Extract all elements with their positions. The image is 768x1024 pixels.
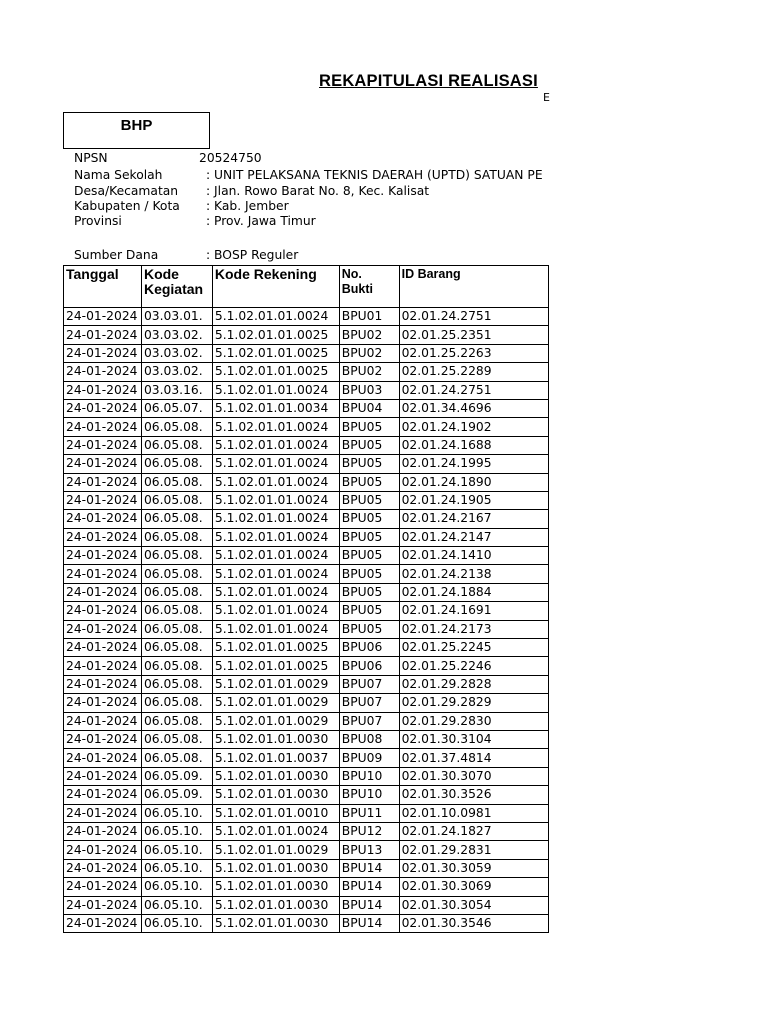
table-row: [64, 547, 549, 565]
cell-tanggal: 24-01-2024: [64, 822, 142, 840]
cell-id-barang: 02.01.30.3526: [399, 786, 548, 804]
cell-kode-kegiatan: 06.05.08.: [141, 455, 212, 473]
table-row: [64, 399, 549, 417]
cell-id-barang: 02.01.24.1995: [399, 455, 548, 473]
cell-id-barang: 02.01.24.2147: [399, 528, 548, 546]
cell-kode-kegiatan: 06.05.08.: [141, 418, 212, 436]
cell-id-barang: 02.01.24.1884: [399, 583, 548, 601]
cell-tanggal: 24-01-2024: [64, 639, 142, 657]
cell-id-barang: 02.01.30.3104: [399, 730, 548, 748]
cell-tanggal: 24-01-2024: [64, 694, 142, 712]
cell-tanggal: 24-01-2024: [64, 804, 142, 822]
cell-kode-rekening: 5.1.02.01.01.0025: [212, 657, 339, 675]
cell-id-barang: 02.01.24.1691: [399, 602, 548, 620]
cell-kode-kegiatan: 06.05.08.: [141, 694, 212, 712]
table-row: [64, 308, 549, 326]
cell-kode-kegiatan: 06.05.10.: [141, 896, 212, 914]
cell-tanggal: 24-01-2024: [64, 878, 142, 896]
cell-id-barang: 02.01.24.1410: [399, 547, 548, 565]
cell-id-barang: 02.01.24.2138: [399, 565, 548, 583]
header-kode-rekening: Kode Rekening: [212, 266, 339, 308]
cell-id-barang: 02.01.29.2828: [399, 675, 548, 693]
cell-no-bukti: BPU05: [339, 565, 399, 583]
cell-id-barang: 02.01.24.1905: [399, 491, 548, 509]
cell-kode-rekening: 5.1.02.01.01.0010: [212, 804, 339, 822]
cell-no-bukti: BPU05: [339, 510, 399, 528]
cell-kode-rekening: 5.1.02.01.01.0029: [212, 675, 339, 693]
npsn-label: NPSN: [74, 151, 108, 165]
category-box: [63, 112, 210, 149]
table-row: [64, 822, 549, 840]
cell-no-bukti: BPU02: [339, 326, 399, 344]
cell-kode-rekening: 5.1.02.01.01.0025: [212, 639, 339, 657]
cell-kode-rekening: 5.1.02.01.01.0029: [212, 694, 339, 712]
cell-no-bukti: BPU02: [339, 363, 399, 381]
cell-kode-rekening: 5.1.02.01.01.0024: [212, 418, 339, 436]
table-row: [64, 841, 549, 859]
cell-kode-rekening: 5.1.02.01.01.0030: [212, 914, 339, 932]
table-row: [64, 712, 549, 730]
cell-tanggal: 24-01-2024: [64, 749, 142, 767]
table-row: [64, 620, 549, 638]
cell-kode-rekening: 5.1.02.01.01.0030: [212, 896, 339, 914]
cell-no-bukti: BPU04: [339, 399, 399, 417]
cell-kode-rekening: 5.1.02.01.01.0024: [212, 455, 339, 473]
cell-kode-kegiatan: 06.05.10.: [141, 822, 212, 840]
cell-id-barang: 02.01.24.2167: [399, 510, 548, 528]
cell-tanggal: 24-01-2024: [64, 510, 142, 528]
cell-tanggal: 24-01-2024: [64, 859, 142, 877]
cell-no-bukti: BPU07: [339, 675, 399, 693]
cell-kode-kegiatan: 06.05.10.: [141, 878, 212, 896]
regency-label: Kabupaten / Kota: [74, 199, 180, 213]
cell-kode-kegiatan: 03.03.02.: [141, 363, 212, 381]
cell-id-barang: 02.01.37.4814: [399, 749, 548, 767]
cell-tanggal: 24-01-2024: [64, 583, 142, 601]
cell-tanggal: 24-01-2024: [64, 528, 142, 546]
table-row: [64, 344, 549, 362]
cell-kode-kegiatan: 06.05.08.: [141, 583, 212, 601]
cell-tanggal: 24-01-2024: [64, 657, 142, 675]
cell-tanggal: 24-01-2024: [64, 914, 142, 932]
header-id-barang: ID Barang: [399, 266, 548, 308]
cell-kode-rekening: 5.1.02.01.01.0030: [212, 786, 339, 804]
cell-kode-rekening: 5.1.02.01.01.0024: [212, 565, 339, 583]
cell-kode-rekening: 5.1.02.01.01.0024: [212, 547, 339, 565]
cell-tanggal: 24-01-2024: [64, 381, 142, 399]
cell-kode-kegiatan: 03.03.16.: [141, 381, 212, 399]
cell-id-barang: 02.01.29.2831: [399, 841, 548, 859]
cell-kode-rekening: 5.1.02.01.01.0024: [212, 528, 339, 546]
cell-no-bukti: BPU05: [339, 436, 399, 454]
table-row: [64, 749, 549, 767]
table-row: [64, 363, 549, 381]
cell-id-barang: 02.01.24.1827: [399, 822, 548, 840]
cell-id-barang: 02.01.25.2246: [399, 657, 548, 675]
cell-no-bukti: BPU12: [339, 822, 399, 840]
cell-id-barang: 02.01.24.1890: [399, 473, 548, 491]
table-row: [64, 786, 549, 804]
cell-kode-kegiatan: 06.05.08.: [141, 547, 212, 565]
cell-no-bukti: BPU07: [339, 712, 399, 730]
report-title: REKAPITULASI REALISASI: [319, 72, 538, 90]
cell-tanggal: 24-01-2024: [64, 418, 142, 436]
cell-kode-kegiatan: 06.05.08.: [141, 712, 212, 730]
cell-no-bukti: BPU05: [339, 547, 399, 565]
cell-no-bukti: BPU10: [339, 786, 399, 804]
cell-tanggal: 24-01-2024: [64, 308, 142, 326]
table-row: [64, 326, 549, 344]
cell-id-barang: 02.01.34.4696: [399, 399, 548, 417]
fund-source-value: : BOSP Reguler: [206, 248, 299, 262]
cell-tanggal: 24-01-2024: [64, 767, 142, 785]
cell-id-barang: 02.01.30.3546: [399, 914, 548, 932]
cell-kode-rekening: 5.1.02.01.01.0024: [212, 436, 339, 454]
cell-kode-rekening: 5.1.02.01.01.0024: [212, 822, 339, 840]
cell-kode-rekening: 5.1.02.01.01.0024: [212, 583, 339, 601]
cell-no-bukti: BPU05: [339, 418, 399, 436]
cell-id-barang: 02.01.24.2751: [399, 308, 548, 326]
table-row: [64, 767, 549, 785]
table-header-row: [64, 266, 549, 308]
cell-id-barang: 02.01.25.2263: [399, 344, 548, 362]
cell-kode-kegiatan: 06.05.08.: [141, 749, 212, 767]
cell-tanggal: 24-01-2024: [64, 491, 142, 509]
cell-id-barang: 02.01.24.2751: [399, 381, 548, 399]
cell-id-barang: 02.01.10.0981: [399, 804, 548, 822]
cell-kode-kegiatan: 06.05.08.: [141, 565, 212, 583]
cell-kode-kegiatan: 03.03.02.: [141, 344, 212, 362]
cell-id-barang: 02.01.30.3059: [399, 859, 548, 877]
cell-kode-kegiatan: 03.03.02.: [141, 326, 212, 344]
table-row: [64, 859, 549, 877]
cell-kode-rekening: 5.1.02.01.01.0024: [212, 308, 339, 326]
table-row: [64, 455, 549, 473]
table-row: [64, 565, 549, 583]
cell-tanggal: 24-01-2024: [64, 399, 142, 417]
cell-kode-rekening: 5.1.02.01.01.0034: [212, 399, 339, 417]
table-row: [64, 675, 549, 693]
cell-kode-rekening: 5.1.02.01.01.0024: [212, 602, 339, 620]
cell-no-bukti: BPU14: [339, 878, 399, 896]
regency-value: : Kab. Jember: [206, 199, 289, 213]
cell-tanggal: 24-01-2024: [64, 344, 142, 362]
cell-no-bukti: BPU11: [339, 804, 399, 822]
table-row: [64, 914, 549, 932]
cell-kode-rekening: 5.1.02.01.01.0024: [212, 510, 339, 528]
table-row: [64, 657, 549, 675]
cell-tanggal: 24-01-2024: [64, 841, 142, 859]
category-label: BHP: [120, 117, 153, 134]
header-no-bukti-text: No. Bukti: [341, 267, 374, 296]
table-row: [64, 878, 549, 896]
cell-kode-rekening: 5.1.02.01.01.0030: [212, 859, 339, 877]
table-row: [64, 602, 549, 620]
cell-no-bukti: BPU03: [339, 381, 399, 399]
cell-id-barang: 02.01.25.2289: [399, 363, 548, 381]
cell-no-bukti: BPU05: [339, 583, 399, 601]
cell-id-barang: 02.01.24.1902: [399, 418, 548, 436]
cell-kode-rekening: 5.1.02.01.01.0029: [212, 712, 339, 730]
cell-kode-rekening: 5.1.02.01.01.0029: [212, 841, 339, 859]
cell-no-bukti: BPU09: [339, 749, 399, 767]
cell-no-bukti: BPU05: [339, 602, 399, 620]
cell-tanggal: 24-01-2024: [64, 455, 142, 473]
table-row: [64, 473, 549, 491]
cell-kode-kegiatan: 06.05.08.: [141, 473, 212, 491]
cell-kode-kegiatan: 06.05.09.: [141, 786, 212, 804]
school-name-label: Nama Sekolah: [74, 168, 163, 182]
cell-kode-kegiatan: 06.05.08.: [141, 620, 212, 638]
cell-id-barang: 02.01.30.3054: [399, 896, 548, 914]
table-row: [64, 418, 549, 436]
cell-id-barang: 02.01.25.2351: [399, 326, 548, 344]
header-kode-kegiatan: [141, 266, 212, 308]
village-district-value: : Jlan. Rowo Barat No. 8, Kec. Kalisat: [206, 184, 430, 198]
cell-no-bukti: BPU14: [339, 859, 399, 877]
province-label: Provinsi: [74, 214, 122, 228]
table-row: [64, 510, 549, 528]
cell-kode-rekening: 5.1.02.01.01.0024: [212, 381, 339, 399]
table-row: [64, 804, 549, 822]
header-kode-kegiatan-text: Kode Kegiatan: [143, 266, 204, 297]
cell-kode-kegiatan: 06.05.08.: [141, 510, 212, 528]
table-row: [64, 896, 549, 914]
cell-no-bukti: BPU07: [339, 694, 399, 712]
cell-no-bukti: BPU05: [339, 455, 399, 473]
cell-no-bukti: BPU13: [339, 841, 399, 859]
cell-kode-kegiatan: 06.05.08.: [141, 491, 212, 509]
cell-kode-kegiatan: 06.05.10.: [141, 804, 212, 822]
cell-id-barang: 02.01.29.2829: [399, 694, 548, 712]
cell-kode-rekening: 5.1.02.01.01.0024: [212, 620, 339, 638]
npsn-value: 20524750: [199, 151, 262, 165]
cell-kode-kegiatan: 06.05.09.: [141, 767, 212, 785]
cell-tanggal: 24-01-2024: [64, 675, 142, 693]
cell-no-bukti: BPU10: [339, 767, 399, 785]
cell-kode-rekening: 5.1.02.01.01.0024: [212, 491, 339, 509]
cell-no-bukti: BPU05: [339, 528, 399, 546]
table-row: [64, 528, 549, 546]
cell-kode-rekening: 5.1.02.01.01.0030: [212, 730, 339, 748]
cell-kode-kegiatan: 03.03.01.: [141, 308, 212, 326]
province-value: : Prov. Jawa Timur: [206, 214, 316, 228]
cell-id-barang: 02.01.24.1688: [399, 436, 548, 454]
cell-no-bukti: BPU08: [339, 730, 399, 748]
village-district-label: Desa/Kecamatan: [74, 184, 179, 198]
cell-no-bukti: BPU14: [339, 914, 399, 932]
cell-kode-kegiatan: 06.05.07.: [141, 399, 212, 417]
cell-no-bukti: BPU06: [339, 657, 399, 675]
cell-id-barang: 02.01.30.3069: [399, 878, 548, 896]
cell-no-bukti: BPU14: [339, 896, 399, 914]
cell-tanggal: 24-01-2024: [64, 565, 142, 583]
cell-kode-kegiatan: 06.05.10.: [141, 914, 212, 932]
cell-kode-kegiatan: 06.05.08.: [141, 675, 212, 693]
cell-kode-kegiatan: 06.05.08.: [141, 730, 212, 748]
cell-kode-kegiatan: 06.05.08.: [141, 528, 212, 546]
cell-kode-kegiatan: 06.05.08.: [141, 436, 212, 454]
table-row: [64, 491, 549, 509]
cell-tanggal: 24-01-2024: [64, 620, 142, 638]
header-no-bukti: [339, 266, 399, 308]
table-row: [64, 730, 549, 748]
cell-id-barang: 02.01.29.2830: [399, 712, 548, 730]
cell-tanggal: 24-01-2024: [64, 547, 142, 565]
cell-tanggal: 24-01-2024: [64, 896, 142, 914]
cell-no-bukti: BPU02: [339, 344, 399, 362]
cell-tanggal: 24-01-2024: [64, 602, 142, 620]
header-tanggal: Tanggal: [64, 266, 142, 308]
table-row: [64, 436, 549, 454]
cell-tanggal: 24-01-2024: [64, 730, 142, 748]
cell-id-barang: 02.01.30.3070: [399, 767, 548, 785]
cell-id-barang: 02.01.25.2245: [399, 639, 548, 657]
cell-kode-rekening: 5.1.02.01.01.0030: [212, 767, 339, 785]
cell-kode-rekening: 5.1.02.01.01.0024: [212, 473, 339, 491]
cell-no-bukti: BPU05: [339, 473, 399, 491]
cell-no-bukti: BPU01: [339, 308, 399, 326]
cell-kode-kegiatan: 06.05.10.: [141, 841, 212, 859]
cell-no-bukti: BPU06: [339, 639, 399, 657]
cell-kode-rekening: 5.1.02.01.01.0037: [212, 749, 339, 767]
cell-tanggal: 24-01-2024: [64, 326, 142, 344]
cell-kode-kegiatan: 06.05.08.: [141, 657, 212, 675]
cell-kode-rekening: 5.1.02.01.01.0025: [212, 344, 339, 362]
table-row: [64, 639, 549, 657]
cell-no-bukti: BPU05: [339, 491, 399, 509]
cell-kode-rekening: 5.1.02.01.01.0025: [212, 363, 339, 381]
table-row: [64, 381, 549, 399]
cell-kode-rekening: 5.1.02.01.01.0025: [212, 326, 339, 344]
cell-tanggal: 24-01-2024: [64, 363, 142, 381]
report-subtitle-fragment: E: [543, 91, 550, 104]
cell-kode-rekening: 5.1.02.01.01.0030: [212, 878, 339, 896]
cell-kode-kegiatan: 06.05.08.: [141, 602, 212, 620]
table-row: [64, 583, 549, 601]
cell-tanggal: 24-01-2024: [64, 786, 142, 804]
cell-no-bukti: BPU05: [339, 620, 399, 638]
cell-tanggal: 24-01-2024: [64, 473, 142, 491]
table-row: [64, 694, 549, 712]
realization-table: [63, 265, 549, 933]
cell-tanggal: 24-01-2024: [64, 436, 142, 454]
cell-tanggal: 24-01-2024: [64, 712, 142, 730]
cell-kode-kegiatan: 06.05.10.: [141, 859, 212, 877]
cell-id-barang: 02.01.24.2173: [399, 620, 548, 638]
school-name-value: : UNIT PELAKSANA TEKNIS DAERAH (UPTD) SATUAN PE: [206, 168, 543, 182]
fund-source-label: Sumber Dana: [74, 248, 159, 262]
cell-kode-kegiatan: 06.05.08.: [141, 639, 212, 657]
